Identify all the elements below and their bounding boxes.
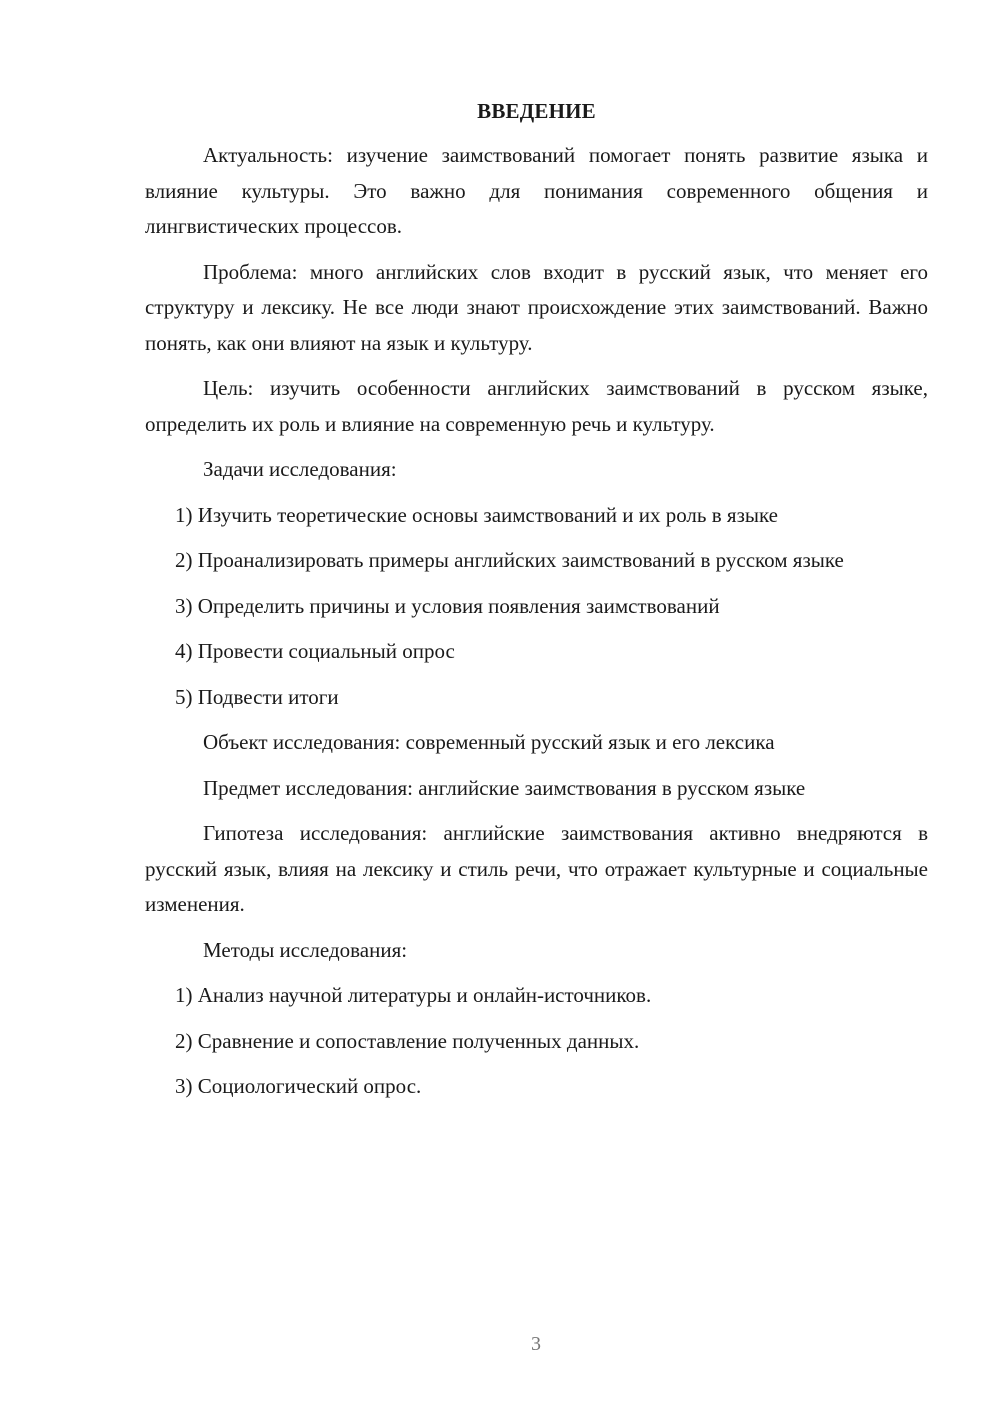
method-item: 3) Социологический опрос. — [175, 1074, 422, 1098]
paragraph-subject: Предмет исследования: английские заимствования в русском языке — [203, 775, 806, 800]
method-item: 2) Сравнение и сопоставление полученных данных. — [175, 1028, 640, 1053]
page-content — [145, 96, 928, 1115]
task-item: 3) Определить причины и условия появления заимствований — [175, 593, 720, 618]
task-item: 4) Провести социальный опрос — [175, 639, 455, 663]
task-item: 1) Изучить теоретические основы заимствований и их роль в языке — [175, 502, 778, 527]
paragraph-problem: Проблема: много английских слов входит в русский язык, что меняет его структуру и лексику. Не все люди знают происхождение этих заимствований. Важно понять, как они влияют на язык и культуру. — [145, 259, 928, 355]
paragraph-relevance: Актуальность: изучение заимствований помогает понять развитие языка и влияние культуры. Это важно для понимания современного общения и лингвистических процессов. — [145, 143, 928, 238]
task-item: 2) Проанализировать примеры английских заимствований в русском языке — [175, 548, 844, 572]
page-number: 3 — [531, 1333, 541, 1355]
paragraph-hypothesis: Гипотеза исследования: английские заимствования активно внедряются в русский язык, влияя на лексику и стиль речи, что отражает культурные и социальные изменения. — [145, 821, 928, 916]
task-item: 5) Подвести итоги — [175, 684, 339, 709]
tasks-heading: Задачи исследования: — [203, 457, 397, 481]
section-title: ВВЕДЕНИЕ — [477, 99, 596, 123]
paragraph-object: Объект исследования: современный русский язык и его лексика — [203, 730, 775, 754]
methods-heading: Методы исследования: — [203, 937, 408, 962]
paragraph-goal: Цель: изучить особенности английских заимствований в русском языке, определить их роль и влияние на современную речь и культуру. — [145, 376, 928, 436]
method-item: 1) Анализ научной литературы и онлайн-источников. — [175, 983, 652, 1007]
